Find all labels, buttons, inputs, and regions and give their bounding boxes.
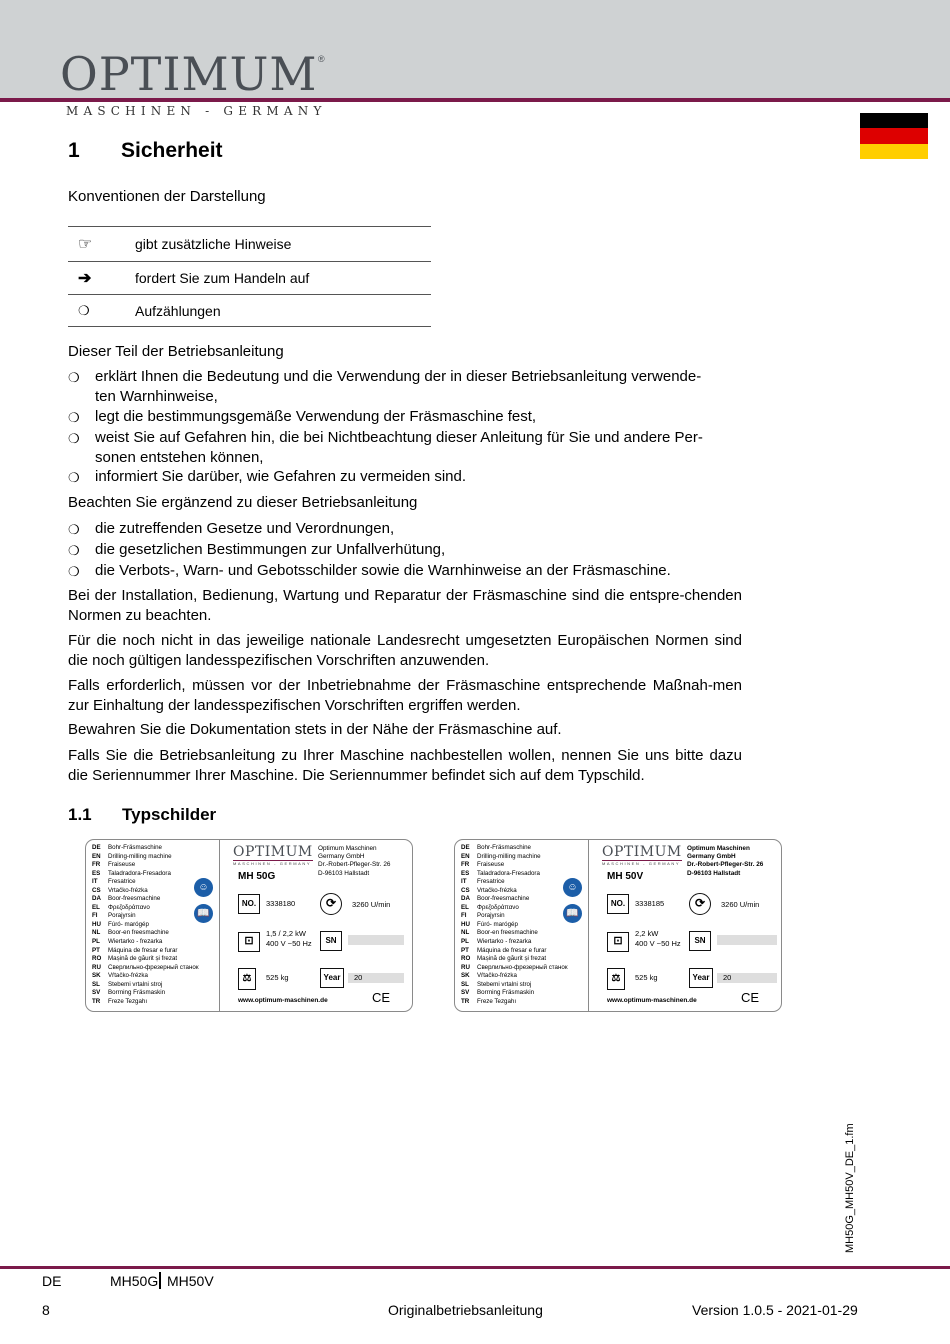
language-entry <box>461 929 568 938</box>
convention-row <box>68 294 431 327</box>
language-entry <box>92 938 199 947</box>
language-code: ES <box>92 869 101 877</box>
weight-icon: ⚖ <box>238 968 256 990</box>
paragraph: Für die noch nicht in das jeweilige nationale Landesrecht umgesetzten Europäischen Normen sind die noch gültigen landesspezifischen Vorschriften anzuwenden. <box>68 632 742 669</box>
language-machine-name: Bohr-Fräsmaschine <box>477 844 531 851</box>
language-code: NL <box>461 929 470 937</box>
bullet-icon: ❍ <box>68 410 80 425</box>
subsection-title: Typschilder <box>122 805 217 824</box>
language-code: SL <box>92 980 100 988</box>
language-code: RU <box>461 963 470 971</box>
no-label: NO. <box>607 894 629 914</box>
language-machine-name: Fúró- marógép <box>477 920 518 928</box>
language-machine-name: Máquina de fresar e furar <box>477 946 547 954</box>
language-code: PT <box>92 946 100 954</box>
language-code: FI <box>92 912 98 920</box>
arrow-right-icon: ➔ <box>78 270 92 287</box>
language-entry <box>92 844 199 853</box>
list-item-text: erklärt Ihnen die Bedeutung und die Verwendung der in dieser Betriebsanleitung verwende- <box>95 368 702 385</box>
language-entry <box>92 972 199 981</box>
language-code: IT <box>92 878 98 886</box>
german-flag-icon <box>860 113 928 159</box>
plate-logo-subtitle: MASCHINEN - GERMANY <box>602 861 681 866</box>
language-code: CS <box>461 886 470 894</box>
language-machine-name: Φρεζοδράπανο <box>108 903 150 911</box>
convention-row <box>68 261 431 294</box>
language-entry <box>92 929 199 938</box>
pointing-hand-icon: ☞ <box>78 236 93 253</box>
language-entry <box>461 964 568 973</box>
language-machine-name: Wiertarko - frezarka <box>477 938 532 946</box>
language-entry <box>461 998 568 1007</box>
plate-divider <box>588 840 589 1011</box>
language-entry <box>461 861 568 870</box>
convention-row <box>68 226 431 261</box>
language-list <box>92 844 199 1006</box>
side-file-label: MH50G_MH50V_DE_1.fm <box>844 1123 856 1253</box>
logo-subtitle: MASCHINEN - GERMANY <box>66 104 327 118</box>
footer-separator <box>159 1272 161 1289</box>
language-machine-name: Stebemi vrtalni stroj <box>108 980 163 988</box>
page-number: 8 <box>42 1302 50 1318</box>
voltage-text: 400 V ~50 Hz <box>635 939 681 948</box>
language-code: EL <box>461 903 469 911</box>
conventions-heading: Konventionen der Darstellung <box>68 188 266 205</box>
language-code: DE <box>461 844 470 851</box>
language-machine-name: Wiertarko - frezarka <box>108 938 163 946</box>
language-code: RO <box>92 955 102 963</box>
language-machine-name: Bohr-Fräsmaschine <box>108 844 162 851</box>
language-machine-name: Mașină de găurit și frezat <box>477 955 547 963</box>
power-text: 1,5 / 2,2 kW <box>266 929 307 938</box>
language-machine-name: Fraiseuse <box>477 861 505 869</box>
address-line: Germany GmbH <box>687 853 736 861</box>
language-code: PT <box>461 946 469 954</box>
language-machine-name: Borrning Fräsmaskin <box>477 989 535 997</box>
intro-lead: Dieser Teil der Betriebsanleitung <box>68 343 284 360</box>
language-code: SK <box>92 972 101 980</box>
article-number: 3338185 <box>635 899 665 908</box>
address-line: D-96103 Hallstadt <box>687 869 741 877</box>
language-entry <box>461 887 568 896</box>
bullet-icon: ❍ <box>68 431 80 446</box>
language-machine-name: Drilling-milling machine <box>108 852 172 860</box>
rotation-icon: ⟳ <box>689 893 711 915</box>
subsection-heading <box>68 805 216 825</box>
bullet-icon: ❍ <box>68 370 80 385</box>
intro-lead-2: Beachten Sie ergänzend zu dieser Betriebsanleitung <box>68 494 418 511</box>
subsection-number: 1.1 <box>68 805 92 824</box>
plate-address <box>318 845 390 878</box>
language-machine-name: Boor-en freesmachine <box>477 929 538 937</box>
list-item <box>68 540 745 560</box>
face-protection-icon: ☺ <box>194 878 213 897</box>
list-item-text: die gesetzlichen Bestimmungen zur Unfallverhütung, <box>95 541 446 558</box>
optimum-logo: OPTIMUM <box>60 47 318 101</box>
motor-icon: ⊡ <box>607 932 629 952</box>
ce-mark: CE <box>372 990 391 1005</box>
language-entry <box>92 904 199 913</box>
weight-value: 525 kg <box>635 973 658 982</box>
list-item-text: die zutreffenden Gesetze und Verordnungen, <box>95 520 395 537</box>
weight-value: 525 kg <box>266 973 289 982</box>
plate-logo: OPTIMUM <box>233 844 313 860</box>
language-entry <box>461 904 568 913</box>
plate-address <box>687 845 763 878</box>
language-code: FR <box>461 861 470 869</box>
conventions-table <box>68 226 431 327</box>
convention-label: Aufzählungen <box>135 302 221 319</box>
language-code: TR <box>92 997 101 1005</box>
footer-model-b: MH50V <box>167 1273 214 1289</box>
address-line: Germany GmbH <box>318 853 365 861</box>
language-machine-name: Boor-freesmachine <box>477 895 530 903</box>
list-item <box>68 561 745 581</box>
list-item <box>68 428 745 467</box>
list-item <box>68 367 745 406</box>
language-code: FR <box>92 861 101 869</box>
language-entry <box>92 912 199 921</box>
address-line: Optimum Maschinen <box>687 845 750 852</box>
language-code: ES <box>461 869 470 877</box>
list-item <box>68 467 745 487</box>
language-machine-name: Máquina de fresar e furar <box>108 946 178 954</box>
convention-label: gibt zusätzliche Hinweise <box>135 236 292 252</box>
language-code: SV <box>461 989 470 997</box>
list-item-text: ten Warnhinweise, <box>95 387 218 405</box>
language-entry <box>92 878 199 887</box>
language-entry <box>92 921 199 930</box>
list-item-text: die Verbots-, Warn- und Gebotsschilder sowie die Warnhinweise an der Fräsmaschine. <box>95 562 671 579</box>
convention-label: fordert Sie zum Handeln auf <box>135 270 310 286</box>
article-number: 3338180 <box>266 899 296 908</box>
language-machine-name: Boor-freesmachine <box>108 895 161 903</box>
serial-number-field <box>717 935 777 945</box>
language-machine-name: Vŕtačko-frézka <box>477 972 517 980</box>
language-entry <box>92 955 199 964</box>
weight-icon: ⚖ <box>607 968 625 990</box>
ce-mark: CE <box>741 990 760 1005</box>
language-entry <box>461 921 568 930</box>
language-code: IT <box>461 878 467 886</box>
serial-number-field <box>348 935 404 945</box>
language-entry <box>461 853 568 862</box>
language-machine-name: Taladradora-Fresadora <box>477 869 540 877</box>
footer-rule <box>0 1266 950 1269</box>
language-entry <box>92 989 199 998</box>
year-label: Year <box>320 968 344 988</box>
language-entry <box>92 981 199 990</box>
language-code: HU <box>92 920 101 928</box>
language-entry <box>461 912 568 921</box>
language-code: EL <box>92 903 100 911</box>
language-entry <box>92 998 199 1007</box>
address-line: Optimum Maschinen <box>318 845 377 852</box>
language-entry <box>92 887 199 896</box>
list-item <box>68 519 745 539</box>
language-code: CS <box>92 886 101 894</box>
language-code: DE <box>92 844 101 851</box>
language-machine-name: Mașină de găurit și frezat <box>108 955 178 963</box>
plate-model: MH 50G <box>238 871 276 882</box>
bullet-icon: ❍ <box>68 543 80 558</box>
language-code: TR <box>461 997 470 1005</box>
language-machine-name: Freze Tezgahı <box>477 997 517 1005</box>
language-entry <box>461 938 568 947</box>
list-item-text: sonen entstehen können, <box>95 448 264 466</box>
power-text: 2,2 kW <box>635 929 659 938</box>
language-entry <box>461 895 568 904</box>
year-field: 20 <box>348 973 404 983</box>
read-manual-icon: 📖 <box>563 904 582 923</box>
bullet-icon: ❍ <box>68 522 80 537</box>
language-entry <box>92 895 199 904</box>
footer-language: DE <box>42 1273 62 1289</box>
bullet-icon: ❍ <box>78 302 90 318</box>
language-machine-name: Fúró- marógép <box>108 920 149 928</box>
language-entry <box>92 964 199 973</box>
address-line: Dr.-Robert-Pfleger-Str. 26 <box>687 861 764 869</box>
language-code: SK <box>461 972 470 980</box>
speed-value: 3260 U/min <box>721 900 760 909</box>
type-plate <box>454 839 782 1012</box>
plate-model: MH 50V <box>607 871 644 882</box>
address-line: Dr.-Robert-Pfleger-Str. 26 <box>318 861 391 869</box>
language-code: NL <box>92 929 101 937</box>
plate-url: www.optimum-maschinen.de <box>238 997 328 1004</box>
language-machine-name: Stebemi vrtalni stroj <box>477 980 532 988</box>
language-code: PL <box>92 938 100 946</box>
power-value <box>635 929 681 949</box>
plate-logo: OPTIMUM <box>602 844 682 860</box>
bullet-icon: ❍ <box>68 564 80 579</box>
language-code: DA <box>461 895 470 903</box>
year-label: Year <box>689 968 713 988</box>
paragraph: Bei der Installation, Bedienung, Wartung und Reparatur der Fräsmaschine sind die entspre-chenden Normen zu beachten. <box>68 587 742 624</box>
paragraph: Falls Sie die Betriebsanleitung zu Ihrer Maschine nachbestellen wollen, nennen Sie uns bitte dazu die Seriennummer Ihrer Maschine. Die Seriennummer befindet sich auf dem Typschild. <box>68 747 742 784</box>
plate-url: www.optimum-maschinen.de <box>607 997 697 1004</box>
language-machine-name: Fresatrice <box>477 878 505 886</box>
section-number: 1 <box>68 139 80 162</box>
language-entry <box>92 853 199 862</box>
language-machine-name: Taladradora-Fresadora <box>108 869 171 877</box>
language-machine-name: Vrtačko-frézka <box>477 886 517 894</box>
motor-icon: ⊡ <box>238 932 260 952</box>
paragraph: Falls erforderlich, müssen vor der Inbetriebnahme der Fräsmaschine entsprechende Maßnah-men zur Einhaltung der landesspezifischen Vorschriften ergriffen werden. <box>68 677 742 714</box>
language-machine-name: Porajyrsin <box>108 912 136 920</box>
language-entry <box>92 861 199 870</box>
type-plate <box>85 839 413 1012</box>
language-machine-name: Fraiseuse <box>108 861 136 869</box>
section-title: Sicherheit <box>121 139 223 162</box>
voltage-text: 400 V ~50 Hz <box>266 939 312 948</box>
footer-model-a: MH50G <box>110 1273 159 1289</box>
language-machine-name: Fresatrice <box>108 878 136 886</box>
language-machine-name: Vrtačko-frézka <box>108 886 148 894</box>
language-code: RU <box>92 963 101 971</box>
language-entry <box>461 870 568 879</box>
list-item-text: weist Sie auf Gefahren hin, die bei Nichtbeachtung dieser Anleitung für Sie und andere Per- <box>95 429 703 446</box>
language-code: SL <box>461 980 469 988</box>
list-item-text: legt die bestimmungsgemäße Verwendung der Fräsmaschine fest, <box>95 408 537 425</box>
sn-label: SN <box>689 931 711 951</box>
language-code: EN <box>92 852 101 860</box>
bullet-icon: ❍ <box>68 470 80 485</box>
address-line: D-96103 Hallstadt <box>318 869 370 877</box>
face-protection-icon: ☺ <box>563 878 582 897</box>
language-machine-name: Freze Tezgahı <box>108 997 148 1005</box>
language-entry <box>92 947 199 956</box>
language-machine-name: Сверлильно-фрезерный станок <box>108 963 199 971</box>
language-entry <box>461 844 568 853</box>
language-code: FI <box>461 912 467 920</box>
language-machine-name: Φρεζοδράπανο <box>477 903 519 911</box>
language-code: RO <box>461 955 471 963</box>
sn-label: SN <box>320 931 342 951</box>
speed-value: 3260 U/min <box>352 900 391 909</box>
list-item-text: informiert Sie darüber, wie Gefahren zu vermeiden sind. <box>95 468 467 485</box>
language-machine-name: Сверлильно-фрезерный станок <box>477 963 568 971</box>
language-code: DA <box>92 895 101 903</box>
language-entry <box>461 955 568 964</box>
language-machine-name: Porajyrsin <box>477 912 505 920</box>
plate-logo-subtitle: MASCHINEN - GERMANY <box>233 861 312 866</box>
language-machine-name: Vŕtačko-frézka <box>108 972 148 980</box>
language-machine-name: Boor-en freesmachine <box>108 929 169 937</box>
language-code: HU <box>461 920 470 928</box>
language-entry <box>92 870 199 879</box>
section-heading <box>68 139 223 163</box>
language-code: EN <box>461 852 470 860</box>
language-entry <box>461 878 568 887</box>
language-code: PL <box>461 938 469 946</box>
language-entry <box>461 981 568 990</box>
language-machine-name: Drilling-milling machine <box>477 852 541 860</box>
year-field: 20 <box>717 973 777 983</box>
power-value <box>266 929 312 949</box>
footer-version: Version 1.0.5 - 2021-01-29 <box>692 1302 858 1318</box>
language-list <box>461 844 568 1006</box>
language-machine-name: Borrning Fräsmaskin <box>108 989 166 997</box>
footer-doc-title: Originalbetriebsanleitung <box>388 1302 543 1318</box>
language-entry <box>461 947 568 956</box>
language-entry <box>461 989 568 998</box>
list-item <box>68 407 745 427</box>
read-manual-icon: 📖 <box>194 904 213 923</box>
language-entry <box>461 972 568 981</box>
language-code: SV <box>92 989 101 997</box>
rotation-icon: ⟳ <box>320 893 342 915</box>
no-label: NO. <box>238 894 260 914</box>
plate-divider <box>219 840 220 1011</box>
paragraph: Bewahren Sie die Dokumentation stets in der Nähe der Fräsmaschine auf. <box>68 721 562 738</box>
registered-mark: ® <box>318 54 325 64</box>
